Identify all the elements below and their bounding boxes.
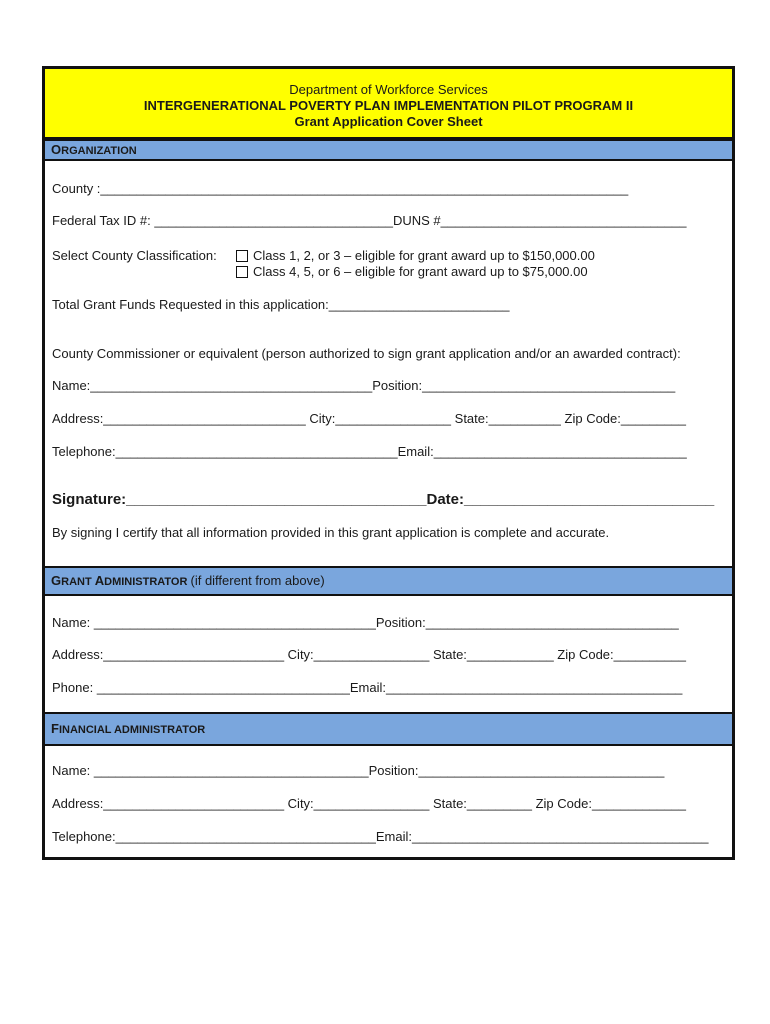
class-option-2-label: Class 4, 5, or 6 – eligible for grant award up to $75,000.00 <box>253 264 588 279</box>
financial-admin-telephone-email-field[interactable]: Telephone:____________________________________Email:_________________________________________ <box>52 829 709 844</box>
financial-admin-address-field[interactable]: Address:_________________________ City:________________ State:_________ Zip Code:_____________ <box>52 796 686 811</box>
commissioner-telephone-email-field[interactable]: Telephone:_______________________________________Email:___________________________________ <box>52 444 687 459</box>
application-form <box>42 66 735 860</box>
organization-title-rest: RGANIZATION <box>61 145 137 157</box>
class-option-1[interactable] <box>236 248 595 263</box>
class-option-1-label: Class 1, 2, or 3 – eligible for grant award up to $150,000.00 <box>253 248 595 263</box>
financial-admin-title-rest: INANCIAL ADMINISTRATOR <box>58 724 206 736</box>
grant-admin-title-rest: DMINISTRATOR <box>104 576 188 588</box>
tax-id-duns-field[interactable]: Federal Tax ID #: _________________________________DUNS #__________________________________ <box>52 213 687 228</box>
class-1-3-checkbox[interactable] <box>236 250 248 262</box>
classification-label: Select County Classification: <box>52 248 217 263</box>
organization-section-header <box>45 139 732 161</box>
commissioner-address-field[interactable]: Address:____________________________ City:________________ State:__________ Zip Code:_________ <box>52 411 686 426</box>
organization-title-initial: O <box>51 142 62 157</box>
grant-admin-title-g: G <box>51 573 62 588</box>
grant-administrator-section-header <box>45 566 732 596</box>
grant-admin-note: (if different from above) <box>190 573 325 588</box>
financial-admin-title-f: F <box>51 721 59 736</box>
grant-admin-phone-email-field[interactable]: Phone: ___________________________________Email:_________________________________________ <box>52 680 683 695</box>
certification-text: By signing I certify that all information provided in this grant application is complete and accurate. <box>52 525 610 540</box>
class-4-6-checkbox[interactable] <box>236 266 248 278</box>
commissioner-name-position-field[interactable]: Name:_______________________________________Position:___________________________________ <box>52 378 676 393</box>
financial-administrator-section-header <box>45 712 732 746</box>
grant-admin-title-a: A <box>94 573 105 588</box>
funds-requested-field[interactable]: Total Grant Funds Requested in this application:_________________________ <box>52 297 510 312</box>
header-banner <box>45 69 732 139</box>
department-name: Department of Workforce Services <box>289 82 488 97</box>
county-field[interactable]: County :_________________________________________________________________________ <box>52 181 629 196</box>
program-title: INTERGENERATIONAL POVERTY PLAN IMPLEMENTATION PILOT PROGRAM II <box>143 98 634 113</box>
financial-admin-name-position-field[interactable]: Name: ______________________________________Position:__________________________________ <box>52 763 665 778</box>
signature-date-field[interactable]: Signature:____________________________________Date:______________________________ <box>52 491 715 508</box>
commissioner-heading: County Commissioner or equivalent (person authorized to sign grant application and/or an awarded contract): <box>52 346 681 361</box>
grant-admin-title-rant: RANT <box>61 576 95 588</box>
grant-admin-name-position-field[interactable]: Name: _______________________________________Position:___________________________________ <box>52 615 679 630</box>
class-option-2[interactable] <box>236 264 588 279</box>
form-subtitle: Grant Application Cover Sheet <box>294 114 483 129</box>
grant-admin-address-field[interactable]: Address:_________________________ City:________________ State:____________ Zip Code:__________ <box>52 647 686 662</box>
